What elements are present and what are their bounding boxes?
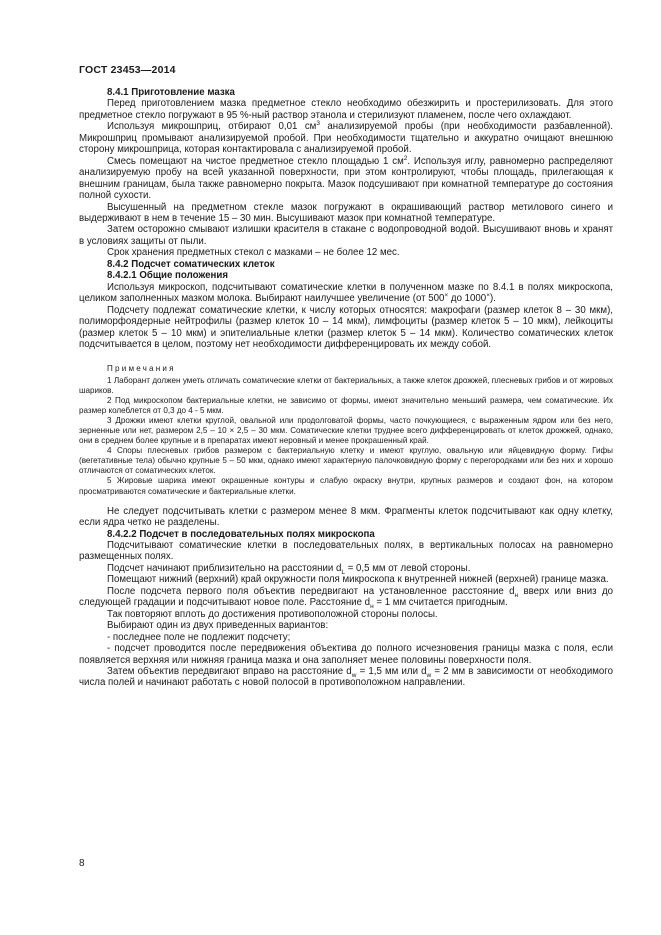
text-run: = 1 мм считается пригодным. xyxy=(373,597,508,609)
text-run: ). xyxy=(490,293,496,305)
paragraph xyxy=(79,156,613,202)
paragraph: Подсчитывают соматические клетки в последовательных полях, в вертикальных полосах на равномерно размещенных полях. xyxy=(79,540,613,563)
paragraph: Так повторяют вплоть до достижения противоположной стороны полосы. xyxy=(107,608,438,620)
subscript: w xyxy=(351,671,357,679)
text-run: анализируемой пробы (при необходимости разбавленной). Микрошприц промывают анализируемой пробой. При необходимости тщательно и аккуратно очищают внешнюю сторону микрошприца, которая контактировала с анализируемой пробой. xyxy=(79,121,613,156)
note-item: 1 Лаборант должен уметь отличать соматические клетки от бактериальных, а также клеток дрожжей, плесневых грибов и от жировых шариков. xyxy=(79,375,613,395)
text-run: Используя микроскоп, подсчитывают соматические клетки в полученном мазке по 8.4.1 в полях микроскопа, целиком заполненных мазком молока. Выбирают наилучшее увеличение (от 500 xyxy=(79,281,613,305)
superscript: 3 xyxy=(316,120,320,128)
paragraph xyxy=(79,586,613,609)
paragraph: Помещают нижний (верхний) край окружности поля микроскопа к внутренней нижней (верхней) границе мазка. xyxy=(107,574,609,586)
note-item: 4 Споры плесневых грибов размером с бактериальную клетку и имеют круглую, овальную или яйцевидную форму. Гифы (вегетативные тела) обычно крупные 5 – 50 мкм, однако имеют характерную палочковидную форму с перегородками или без них и хорошо отличаются от соматических клеток. xyxy=(79,446,613,476)
paragraph: Срок хранения предметных стекол с мазками – не более 12 мес. xyxy=(107,247,400,259)
spacer xyxy=(79,497,613,506)
notes-block xyxy=(79,364,613,496)
superscript: × xyxy=(486,291,490,299)
text-run: После подсчета первого поля объектив передвигают на установленное расстояние d xyxy=(107,585,515,597)
subscript: н xyxy=(370,603,374,611)
paragraph: Подсчету подлежат соматические клетки, к числу которых относятся: макрофаги (размер клеток 8 – 30 мкм), полиморфоядерные нейтрофилы (размер клеток 10 – 14 мкм), лимфоциты (размер клеток 5 – 10 мкм), лейкоциты (размер клеток 5 – 10 мкм) и эпителиальные клетки (размер клеток 5 – 14 мкм). Количество соматических клеток подсчитывается в целом, поэтому нет необходимости дифференцировать их между собой. xyxy=(79,304,613,350)
page-number: 8 xyxy=(79,858,85,869)
superscript: × xyxy=(444,291,449,299)
paragraph xyxy=(79,563,613,574)
paragraph: Выбирают один из двух приведенных вариантов: xyxy=(107,620,329,632)
paragraph xyxy=(79,282,613,305)
text-run: Смесь помещают на чистое предметное стекло площадью 1 см xyxy=(107,155,404,167)
text-run: = 1,5 мм или d xyxy=(356,665,427,677)
text-run: Затем объектив передвигают вправо на расстояние d xyxy=(107,665,352,677)
paragraph: Перед приготовлением мазка предметное стекло необходимо обезжирить и простерилизовать. Для этого предметное стекло погружают в 95 %-ный раствор этанола и стерилизуют пламенем, после чего охлаждают. xyxy=(79,98,613,121)
section-8-4-1-heading: 8.4.1 Приготовление мазка xyxy=(107,87,235,98)
list-item: - последнее поле не подлежит подсчету; xyxy=(107,631,291,643)
list-item: - подсчет проводится после передвижения объектива до полного исчезновения границы мазка с поля, если появляется верхняя или нижняя граница мазка и она заполняет менее половины поверхности поля. xyxy=(79,643,613,666)
section-8-4-2-2-heading: 8.4.2.2 Подсчет в последовательных полях микроскопа xyxy=(107,528,375,540)
paragraph xyxy=(79,121,613,155)
paragraph: Высушенный на предметном стекле мазок погружают в окрашивающий раствор метилового синего и выдерживают в нем в течение 15 – 30 мин. Высушивают мазок при комнатной температуре. xyxy=(79,201,613,224)
superscript: 2 xyxy=(403,154,408,162)
notes-title: Примечания xyxy=(107,364,176,374)
paragraph: Не следует подсчитывать клетки с размером менее 8 мкм. Фрагменты клеток подсчитывают как одну клетку, если ядра четко не разделены. xyxy=(79,505,613,529)
subscript: L xyxy=(341,568,345,576)
subscript: w xyxy=(426,671,432,679)
paragraph: Затем осторожно смывают излишки красителя в стакане с водопроводной водой. Высушивают вновь и хранят в условиях защиты от пыли. xyxy=(79,224,613,247)
note-item: 3 Дрожжи имеют клетки круглой, овальной или продолговатой формы, часто почкующиеся, с выраженным ядром или без него, зерненные или нет, размером 2,5 – 10 × 2,5 – 30 мкм. Соматические клетки труднее всего дифференцировать от клеток дрожжей, однако, они в среднем более крупные и в препаратах имеют неровный и менее прокрашенный край. xyxy=(79,415,613,446)
spacer xyxy=(79,350,613,359)
subscript: н xyxy=(514,591,519,599)
text-run: до 1000 xyxy=(448,293,487,305)
text-run: вверх или вниз до следующей градации и подсчитывают новое поле. Расстояние d xyxy=(79,585,613,609)
standard-header: ГОСТ 23453—2014 xyxy=(79,64,176,76)
section-8-4-2-heading: 8.4.2 Подсчет соматических клеток xyxy=(107,258,275,270)
paragraph xyxy=(79,666,613,689)
page-content xyxy=(79,87,613,689)
text-run: = 0,5 мм от левой стороны. xyxy=(345,562,471,574)
note-item: 5 Жировые шарика имеют окрашенные контуры и слабую окраску внутри, крупных размеров и создают фон, на котором просматриваются соматические и бактериальные клетки. xyxy=(79,476,613,496)
section-8-4-2-1-heading: 8.4.2.1 Общие положения xyxy=(107,270,228,282)
text-run: Используя микрошприц, отбирают 0,01 см xyxy=(107,121,317,133)
text-run: = 2 мм в зависимости от необходимого числа полей и начинают работать с новой полосой в противоположном направлении. xyxy=(79,665,613,689)
note-item: 2 Под микроскопом бактериальные клетки, не зависимо от формы, имеют значительно меньший размера, чем соматические. Их размер колеблется от 0,3 до 4 - 5 мкм. xyxy=(79,395,613,415)
text-run: . Используя иглу, равномерно распределяют анализируемую пробу на всей указанной поверхности, при этом контролируют, чтобы площадь, прилегающая к внешним границам, была также равномерно покрыта. Мазок подсушивают при комнатной температуре до состояния полной сухости. xyxy=(79,155,614,202)
text-run: Подсчет начинают приблизительно на расстоянии d xyxy=(107,562,342,574)
